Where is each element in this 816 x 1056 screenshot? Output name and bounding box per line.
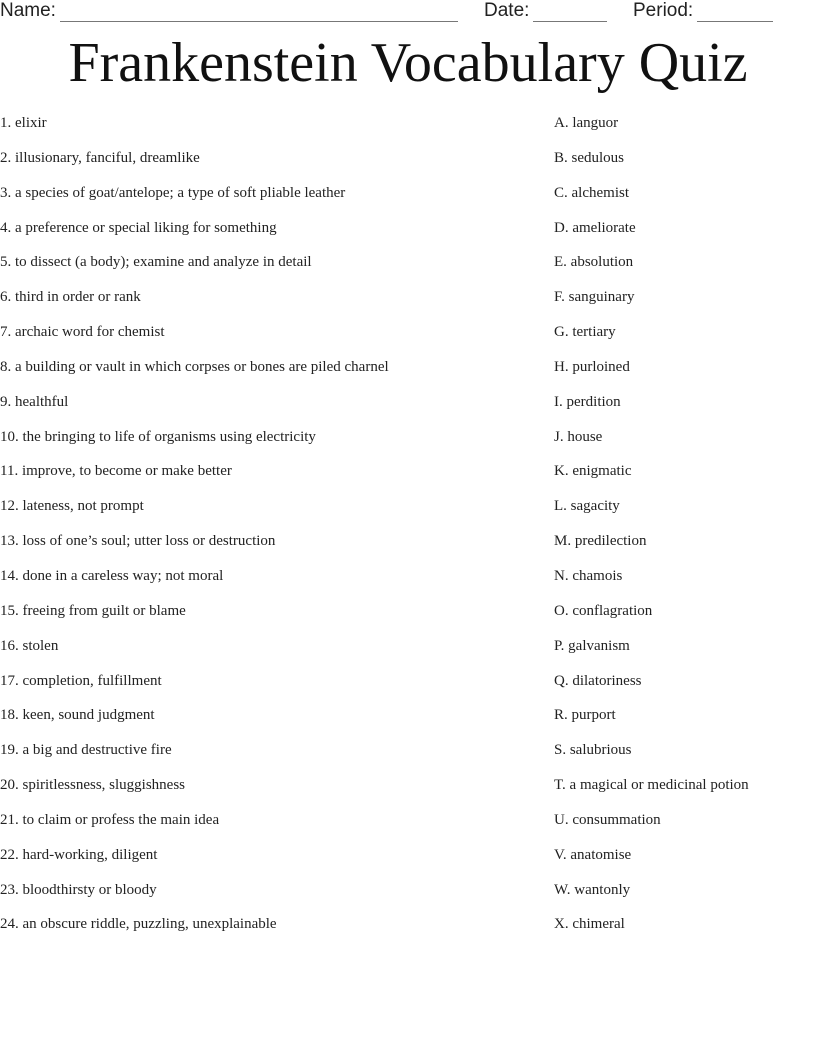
answer-item: G. tertiary bbox=[554, 324, 616, 341]
question-item: 10. the bringing to life of organisms using electricity bbox=[0, 428, 316, 445]
question-item: 23. bloodthirsty or bloody bbox=[0, 881, 157, 898]
answer-item: B. sedulous bbox=[554, 149, 625, 166]
question-item: 16. stolen bbox=[0, 637, 59, 654]
date-label: Date: bbox=[484, 0, 530, 21]
worksheet-header bbox=[0, 0, 816, 24]
question-item: 14. done in a careless way; not moral bbox=[0, 567, 224, 584]
question-item: 2. illusionary, fanciful, dreamlike bbox=[0, 149, 200, 166]
question-item: 15. freeing from guilt or blame bbox=[0, 602, 186, 619]
period-label: Period: bbox=[633, 0, 694, 21]
question-item: 8. a building or vault in which corpses or bones are piled charnel bbox=[0, 358, 389, 375]
question-item: 7. archaic word for chemist bbox=[0, 324, 165, 341]
question-item: 20. spiritlessness, sluggishness bbox=[0, 777, 186, 794]
question-item: 4. a preference or special liking for something bbox=[0, 219, 277, 236]
answer-item: P. galvanism bbox=[554, 637, 630, 654]
answer-item: T. a magical or medicinal potion bbox=[554, 777, 749, 794]
question-item: 22. hard-working, diligent bbox=[0, 846, 158, 863]
answer-item: E. absolution bbox=[554, 254, 634, 271]
answer-item: N. chamois bbox=[554, 567, 623, 584]
answer-item: Q. dilatoriness bbox=[554, 672, 642, 689]
answer-item: L. sagacity bbox=[554, 498, 620, 515]
question-item: 18. keen, sound judgment bbox=[0, 707, 155, 724]
answer-item: U. consummation bbox=[554, 811, 661, 828]
question-item: 19. a big and destructive fire bbox=[0, 742, 172, 759]
period-blank[interactable] bbox=[697, 3, 773, 22]
answer-item: C. alchemist bbox=[554, 184, 629, 201]
name-blank[interactable] bbox=[60, 3, 458, 22]
name-field[interactable] bbox=[0, 0, 458, 22]
question-item: 6. third in order or rank bbox=[0, 289, 141, 306]
period-field[interactable] bbox=[633, 0, 773, 22]
answer-item: W. wantonly bbox=[554, 881, 631, 898]
answer-item: K. enigmatic bbox=[554, 463, 632, 480]
name-label: Name: bbox=[0, 0, 56, 21]
date-blank[interactable] bbox=[533, 3, 607, 22]
question-item: 11. improve, to become or make better bbox=[0, 463, 232, 480]
answer-item: I. perdition bbox=[554, 393, 621, 410]
question-item: 24. an obscure riddle, puzzling, unexplainable bbox=[0, 916, 277, 933]
question-item: 3. a species of goat/antelope; a type of soft pliable leather bbox=[0, 184, 346, 201]
question-item: 12. lateness, not prompt bbox=[0, 498, 144, 515]
question-item: 1. elixir bbox=[0, 115, 47, 131]
question-item: 13. loss of one’s soul; utter loss or destruction bbox=[0, 533, 276, 550]
date-field[interactable] bbox=[484, 0, 607, 22]
answer-item: O. conflagration bbox=[554, 602, 653, 619]
answer-item: M. predilection bbox=[554, 533, 647, 550]
answer-item: H. purloined bbox=[554, 358, 630, 375]
page-title: Frankenstein Vocabulary Quiz bbox=[68, 32, 748, 94]
answer-item: F. sanguinary bbox=[554, 289, 635, 306]
answer-item: A. languor bbox=[554, 115, 619, 131]
answer-item: D. ameliorate bbox=[554, 219, 636, 236]
answer-item: V. anatomise bbox=[554, 846, 632, 863]
question-item: 9. healthful bbox=[0, 393, 69, 410]
question-item: 17. completion, fulfillment bbox=[0, 672, 162, 689]
questions-list bbox=[0, 114, 540, 950]
answer-item: X. chimeral bbox=[554, 916, 625, 933]
answer-item: J. house bbox=[554, 428, 603, 445]
answers-list bbox=[554, 114, 816, 950]
question-item: 5. to dissect (a body); examine and analyze in detail bbox=[0, 254, 312, 271]
answer-item: S. salubrious bbox=[554, 742, 632, 759]
answer-item: R. purport bbox=[554, 707, 616, 724]
question-item: 21. to claim or profess the main idea bbox=[0, 811, 220, 828]
